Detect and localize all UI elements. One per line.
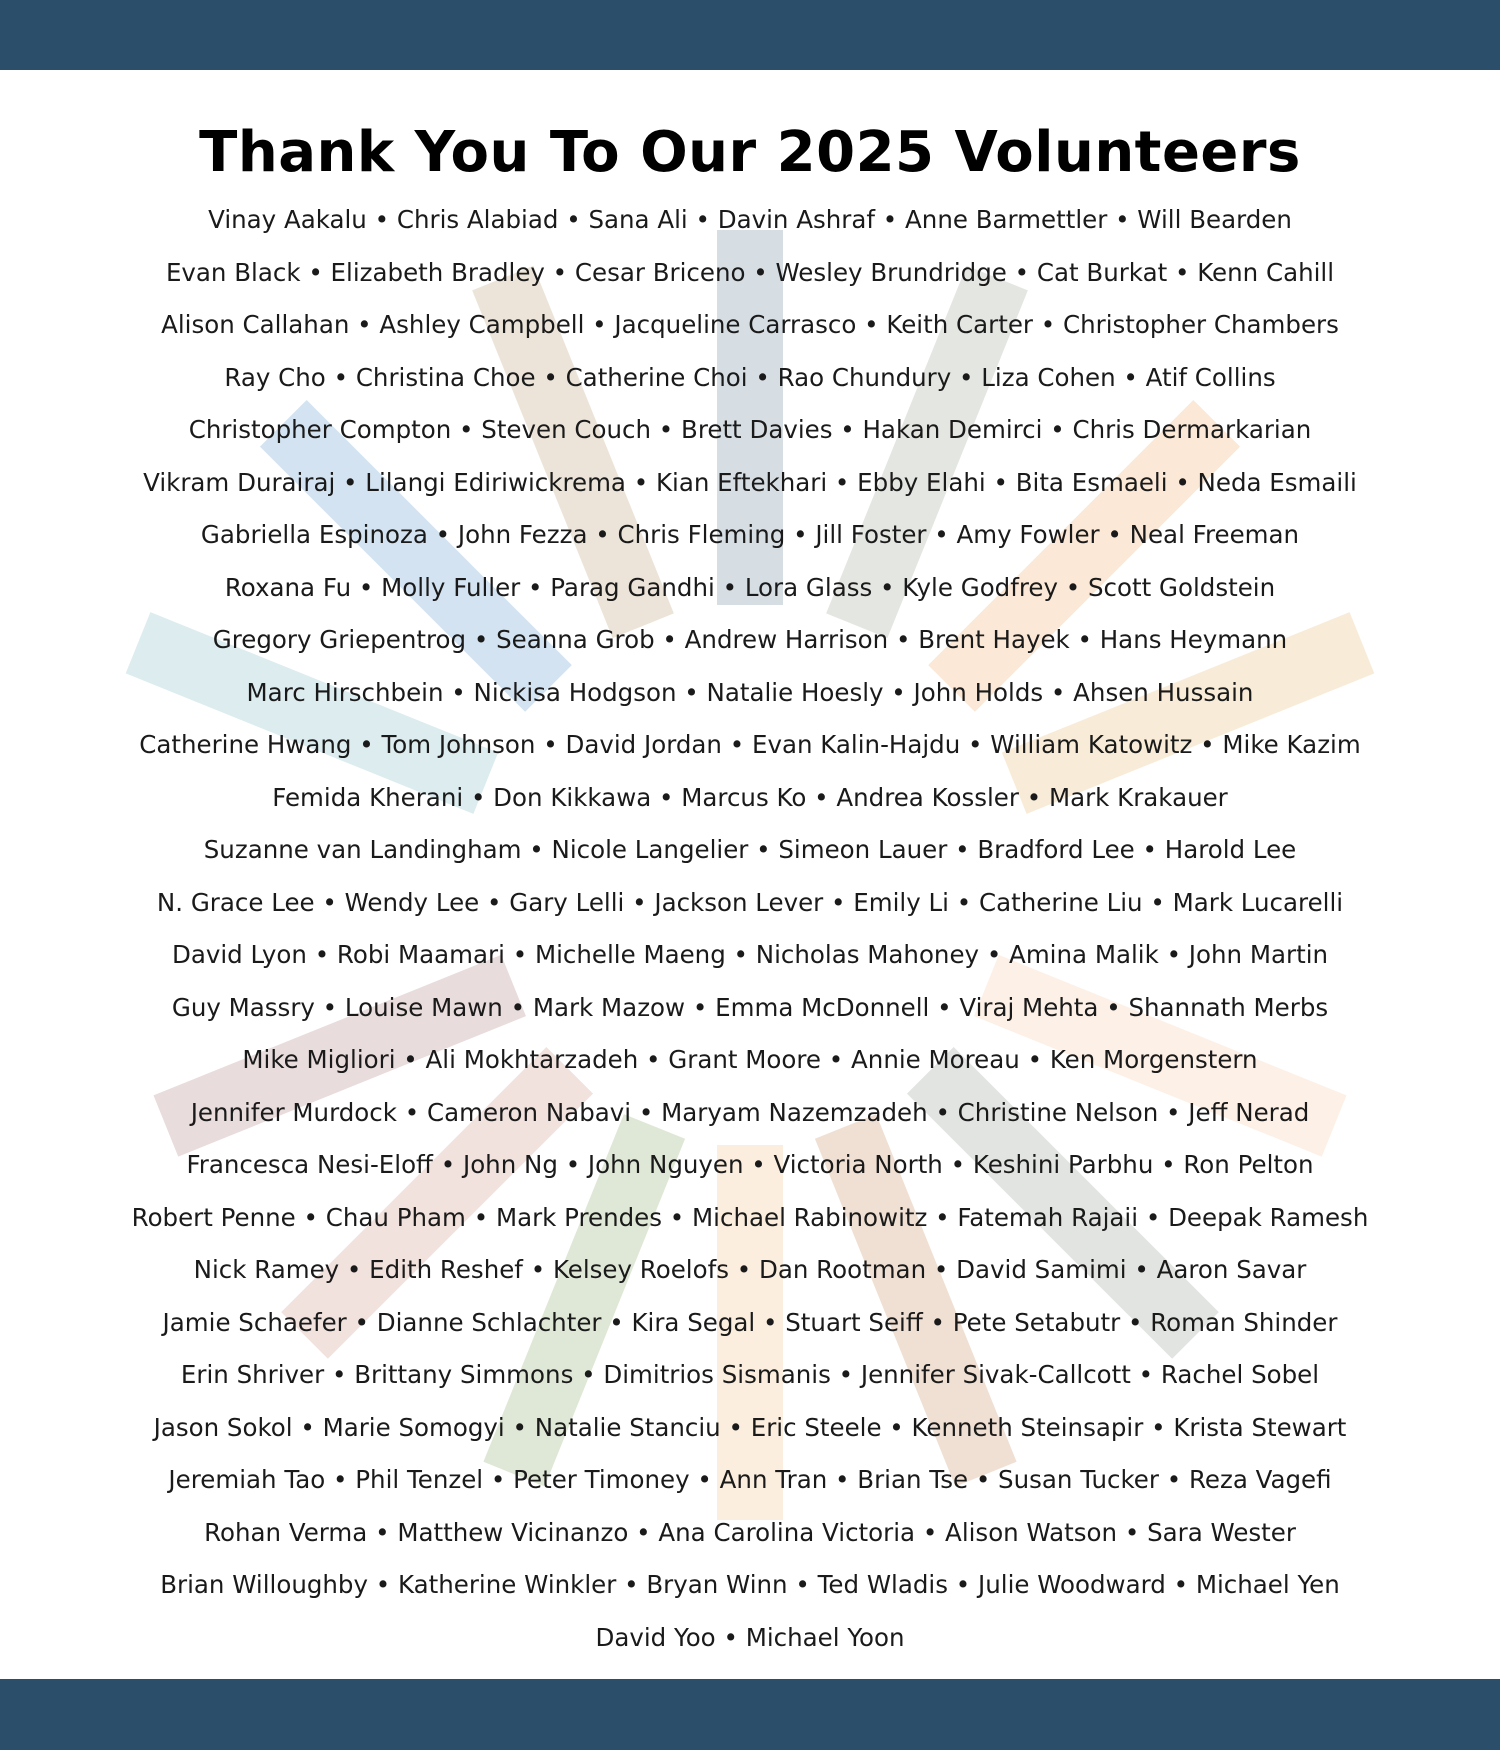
name-line: Rohan Verma • Matthew Vicinanzo • Ana Carolina Victoria • Alison Watson • Sara Wester (204, 1517, 1296, 1547)
name-line: Suzanne van Landingham • Nicole Langelier • Simeon Lauer • Bradford Lee • Harold Lee (203, 835, 1297, 864)
name-line: Femida Kherani • Don Kikkawa • Marcus Ko • Andrea Kossler • Mark Krakauer (272, 782, 1228, 812)
name-line: Catherine Hwang • Tom Johnson • David Jordan • Evan Kalin-Hajdu • William Katowitz • Mike Kazim (139, 730, 1361, 759)
name-line: Alison Callahan • Ashley Campbell • Jacqueline Carrasco • Keith Carter • Christopher Chambers (161, 310, 1339, 339)
name-line: Francesca Nesi-Eloff • John Ng • John Nguyen • Victoria North • Keshini Parbhu • Ron Pelton (186, 1150, 1314, 1179)
page-title: Thank You To Our 2025 Volunteers (199, 120, 1301, 185)
name-line: N. Grace Lee • Wendy Lee • Gary Lelli • Jackson Lever • Emily Li • Catherine Liu • Mark Lucarelli (156, 887, 1344, 917)
name-line: Vikram Durairaj • Lilangi Ediriwickrema • Kian Eftekhari • Ebby Elahi • Bita Esmaeli • Neda Esmaili (143, 467, 1357, 497)
name-line: Jason Sokol • Marie Somogyi • Natalie Stanciu • Eric Steele • Kenneth Steinsapir • Krista Stewart (153, 1412, 1347, 1442)
name-line: Robert Penne • Chau Pham • Mark Prendes • Michael Rabinowitz • Fatemah Rajaii • Deepak Ramesh (131, 1202, 1369, 1232)
name-line: Roxana Fu • Molly Fuller • Parag Gandhi • Lora Glass • Kyle Godfrey • Scott Goldstein (224, 572, 1276, 602)
name-line: David Lyon • Robi Maamari • Michelle Maeng • Nicholas Mahoney • Amina Malik • John Martin (171, 940, 1329, 969)
name-line: Guy Massry • Louise Mawn • Mark Mazow • Emma McDonnell • Viraj Mehta • Shannath Merbs (171, 992, 1329, 1022)
name-line: Christopher Compton • Steven Couch • Brett Davies • Hakan Demirci • Chris Dermarkarian (188, 415, 1312, 444)
name-line: David Yoo • Michael Yoon (595, 1622, 905, 1652)
name-line: Gabriella Espinoza • John Fezza • Chris Fleming • Jill Foster • Amy Fowler • Neal Freeman (200, 520, 1300, 549)
bottom-band (0, 1679, 1500, 1750)
name-line: Jennifer Murdock • Cameron Nabavi • Maryam Nazemzadeh • Christine Nelson • Jeff Nerad (190, 1097, 1310, 1127)
name-line: Ray Cho • Christina Choe • Catherine Choi • Rao Chundury • Liza Cohen • Atif Collins (224, 362, 1276, 392)
name-line: Nick Ramey • Edith Reshef • Kelsey Roelofs • Dan Rootman • David Samimi • Aaron Savar (193, 1255, 1307, 1284)
name-line: Marc Hirschbein • Nickisa Hodgson • Natalie Hoesly • John Holds • Ahsen Hussain (246, 677, 1254, 707)
volunteer-list-section (0, 70, 1500, 1664)
name-line: Vinay Aakalu • Chris Alabiad • Sana Ali • Davin Ashraf • Anne Barmettler • Will Bearden (208, 205, 1292, 234)
name-line: Jeremiah Tao • Phil Tenzel • Peter Timoney • Ann Tran • Brian Tse • Susan Tucker • Reza Vagefi (168, 1465, 1332, 1494)
name-line: Brian Willoughby • Katherine Winkler • Bryan Winn • Ted Wladis • Julie Woodward • Michael Yen (160, 1570, 1340, 1599)
name-line: Evan Black • Elizabeth Bradley • Cesar Briceno • Wesley Brundridge • Cat Burkat • Kenn Cahill (165, 257, 1335, 287)
name-line: Mike Migliori • Ali Mokhtarzadeh • Grant Moore • Annie Moreau • Ken Morgenstern (242, 1045, 1258, 1074)
name-line: Gregory Griepentrog • Seanna Grob • Andrew Harrison • Brent Hayek • Hans Heymann (212, 625, 1288, 654)
volunteer-names (0, 194, 1500, 1664)
name-line: Erin Shriver • Brittany Simmons • Dimitrios Sismanis • Jennifer Sivak-Callcott • Rachel Sobel (180, 1360, 1320, 1389)
name-line: Jamie Schaefer • Dianne Schlachter • Kira Segal • Stuart Seiff • Pete Setabutr • Roman Shinder (162, 1307, 1338, 1337)
